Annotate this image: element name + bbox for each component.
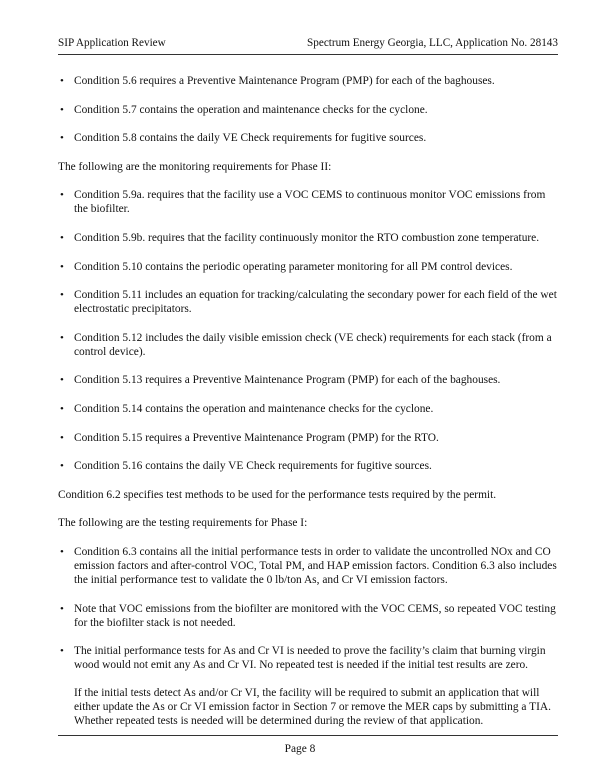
- list-item-text: Condition 5.13 requires a Preventive Maintenance Program (PMP) for each of the baghouses.: [74, 374, 501, 387]
- list-item-text: Condition 5.10 contains the periodic operating parameter monitoring for all PM control devices.: [74, 260, 513, 273]
- bullet-icon: •: [60, 545, 64, 558]
- paragraph-testing-phase-i: The following are the testing requirements for Phase I:: [58, 517, 308, 530]
- list-item: [58, 644, 558, 728]
- bullet-icon: •: [60, 289, 64, 302]
- paragraph-test-methods: Condition 6.2 specifies test methods to be used for the performance tests required by the permit.: [58, 488, 497, 501]
- list-item-text: Condition 5.16 contains the daily VE Check requirements for fugitive sources.: [74, 460, 432, 473]
- list-item-text: Condition 5.6 requires a Preventive Maintenance Program (PMP) for each of the baghouses.: [74, 75, 495, 87]
- list-item-subparagraph: If the initial tests detect As and/or Cr VI, the facility will be required to submit an application that will either update the As or Cr VI emission factor in Section 7 or remove the MER caps by submitting a TIA. Whether repeated tests is needed will be determined during the review of that application.: [74, 687, 551, 728]
- header-left: SIP Application Review: [58, 37, 166, 49]
- bullet-list-testing-phase-i: [58, 545, 558, 728]
- bullet-icon: •: [60, 374, 64, 387]
- list-item: [58, 373, 558, 387]
- bullet-icon: •: [60, 402, 64, 415]
- list-item: [58, 188, 558, 216]
- list-item: [58, 231, 558, 245]
- bullet-icon: •: [60, 231, 64, 244]
- bullet-icon: •: [60, 602, 64, 615]
- list-item: [58, 331, 558, 359]
- bullet-list-monitoring-phase-ii: [58, 188, 558, 473]
- bullet-icon: •: [60, 460, 64, 473]
- page-number: Page 8: [284, 743, 316, 755]
- list-item-text: Condition 5.11 includes an equation for tracking/calculating the secondary power for each field of the wet electrostatic precipitators.: [74, 289, 557, 316]
- list-item-text: Condition 5.9b. requires that the facility continuously monitor the RTO combustion zone temperature.: [74, 231, 540, 244]
- list-item-text: Condition 5.14 contains the operation and maintenance checks for the cyclone.: [74, 402, 434, 415]
- body-content: [58, 74, 558, 743]
- bullet-icon: •: [60, 431, 64, 444]
- footer-rule: [58, 735, 558, 736]
- list-item: [58, 545, 558, 587]
- list-item-text: Condition 5.15 requires a Preventive Maintenance Program (PMP) for the RTO.: [74, 431, 439, 444]
- list-item-text: Condition 5.8 contains the daily VE Check requirements for fugitive sources.: [74, 132, 427, 145]
- list-item-text: Condition 5.12 includes the daily visible emission check (VE check) requirements for each stack (from a control device).: [74, 331, 552, 358]
- list-item: [58, 602, 558, 630]
- bullet-icon: •: [60, 260, 64, 273]
- list-item: [58, 131, 558, 145]
- header-rule: [58, 54, 558, 55]
- list-item: [58, 431, 558, 445]
- list-item: [58, 288, 558, 316]
- bullet-icon: •: [60, 103, 64, 116]
- list-item-text: Condition 5.9a. requires that the facility use a VOC CEMS to continuous monitor VOC emissions from the biofilter.: [74, 189, 546, 216]
- bullet-icon: •: [60, 75, 64, 87]
- list-item: [58, 260, 558, 274]
- list-item-text: Condition 6.3 contains all the initial performance tests in order to validate the uncontrolled NOx and CO emission factors and after-control VOC, Total PM, and HAP emission factors. Condition 6.3 also includes the initial performance test to validate the 0 lb/ton As, and Cr VI emission factors.: [74, 545, 557, 586]
- bullet-list-conditions-5-6-to-5-8: [58, 74, 558, 145]
- list-item: [58, 103, 558, 117]
- list-item-text: Condition 5.7 contains the operation and maintenance checks for the cyclone.: [74, 103, 428, 116]
- bullet-icon: •: [60, 132, 64, 145]
- bullet-icon: •: [60, 331, 64, 344]
- paragraph-monitoring-phase-ii: The following are the monitoring requirements for Phase II:: [58, 160, 332, 173]
- bullet-icon: •: [60, 645, 64, 658]
- list-item-text: The initial performance tests for As and Cr VI is needed to prove the facility’s claim that burning virgin wood would not emit any As and Cr VI. No repeated test is needed if the initial test results are zero.: [74, 645, 546, 672]
- list-item: [58, 402, 558, 416]
- header-right: Spectrum Energy Georgia, LLC, Application No. 28143: [307, 37, 558, 49]
- list-item: [58, 74, 558, 88]
- bullet-icon: •: [60, 189, 64, 202]
- list-item-text: Note that VOC emissions from the biofilter are monitored with the VOC CEMS, so repeated VOC testing for the biofilter stack is not needed.: [74, 602, 556, 629]
- page-header: [58, 36, 558, 52]
- list-item: [58, 459, 558, 473]
